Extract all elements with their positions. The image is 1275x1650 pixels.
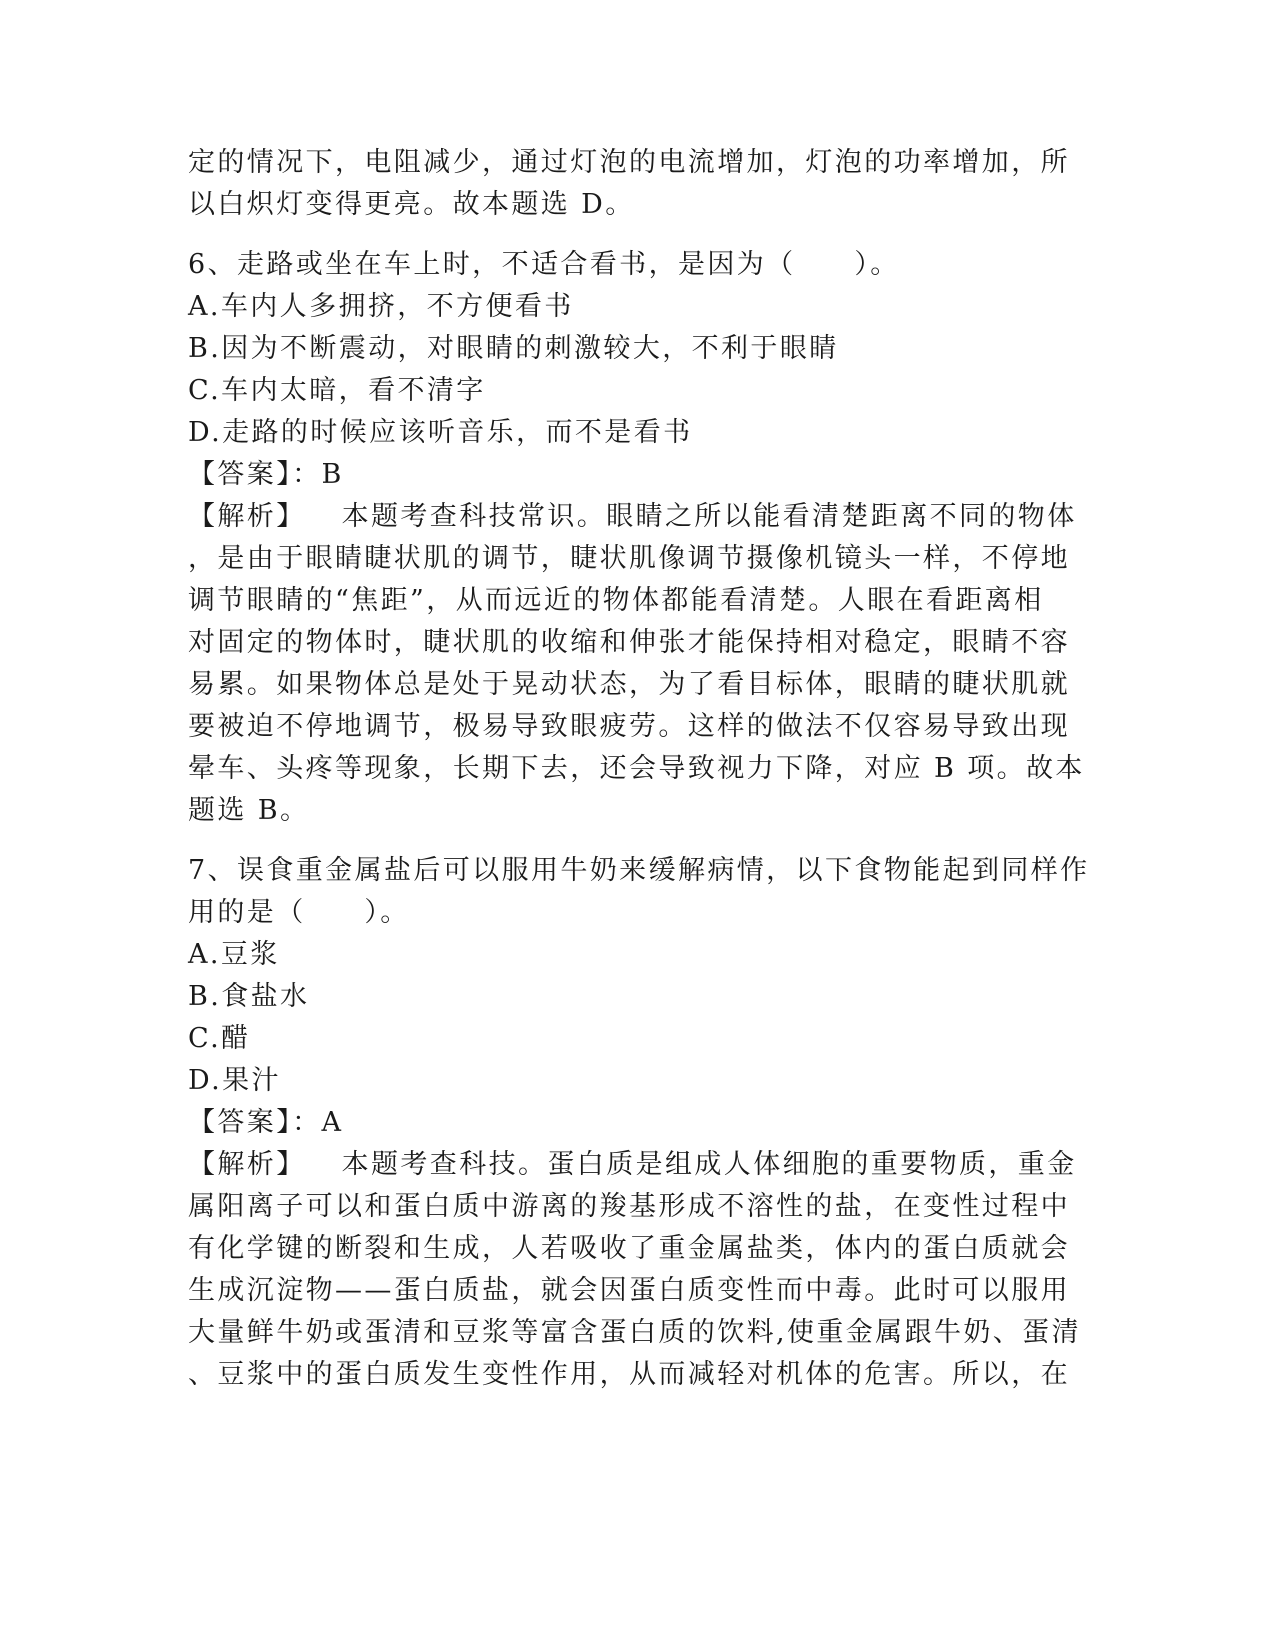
option-b: B.因为不断震动，对眼睛的刺激较大，不利于眼睛 — [188, 333, 839, 364]
previous-analysis-continuation — [188, 142, 1088, 226]
analysis-label: 【解析】 — [188, 1149, 306, 1180]
question-text: 6、走路或坐在车上时，不适合看书，是因为（ ）。 — [188, 249, 900, 280]
analysis-line: 易累。如果物体总是处于晃动状态，为了看目标体，眼睛的睫状肌就 — [188, 669, 1070, 700]
analysis-line: 调节眼睛的“焦距”，从而远近的物体都能看清楚。人眼在看距离相 — [188, 585, 1044, 616]
analysis-line: 要被迫不停地调节，极易导致眼疲劳。这样的做法不仅容易导致出现 — [188, 711, 1070, 742]
analysis-label: 【解析】 — [188, 501, 306, 532]
option-b: B.食盐水 — [188, 981, 310, 1012]
document-page — [188, 142, 1088, 1396]
question-6 — [188, 244, 1088, 832]
analysis-line: 题选 B。 — [188, 795, 310, 826]
text-line: 以白炽灯变得更亮。故本题选 D。 — [188, 189, 635, 220]
analysis-line: 大量鲜牛奶或蛋清和豆浆等富含蛋白质的饮料,使重金属跟牛奶、蛋清 — [188, 1317, 1081, 1348]
question-7 — [188, 850, 1088, 1396]
analysis-text: 本题考查科技常识。眼睛之所以能看清楚距离不同的物体 — [341, 501, 1077, 532]
option-c: C.醋 — [188, 1023, 251, 1054]
analysis-first-line — [188, 496, 1088, 538]
analysis-line: 对固定的物体时，睫状肌的收缩和伸张才能保持相对稳定，眼睛不容 — [188, 627, 1070, 658]
analysis-first-line — [188, 1144, 1088, 1186]
analysis-line: 、豆浆中的蛋白质发生变性作用，从而减轻对机体的危害。所以，在 — [188, 1359, 1070, 1390]
analysis-line: ，是由于眼睛睫状肌的调节，睫状肌像调节摄像机镜头一样，不停地 — [188, 543, 1070, 574]
option-d: D.果汁 — [188, 1065, 281, 1096]
analysis-text: 本题考查科技。蛋白质是组成人体细胞的重要物质，重金 — [341, 1149, 1077, 1180]
analysis-line: 属阳离子可以和蛋白质中游离的羧基形成不溶性的盐，在变性过程中 — [188, 1191, 1070, 1222]
question-text: 7、误食重金属盐后可以服用牛奶来缓解病情，以下食物能起到同样作 — [188, 855, 1090, 886]
text-line: 定的情况下，电阻减少，通过灯泡的电流增加，灯泡的功率增加，所 — [188, 147, 1070, 178]
analysis-line: 生成沉淀物——蛋白质盐，就会因蛋白质变性而中毒。此时可以服用 — [188, 1275, 1070, 1306]
answer-line: 【答案】：B — [188, 459, 344, 490]
analysis-line: 有化学键的断裂和生成，人若吸收了重金属盐类，体内的蛋白质就会 — [188, 1233, 1070, 1264]
option-a: A.车内人多拥挤，不方便看书 — [188, 291, 574, 322]
option-a: A.豆浆 — [188, 939, 280, 970]
analysis-line: 晕车、头疼等现象，长期下去，还会导致视力下降，对应 B 项。故本 — [188, 753, 1085, 784]
option-d: D.走路的时候应该听音乐，而不是看书 — [188, 417, 693, 448]
answer-line: 【答案】：A — [188, 1107, 344, 1138]
option-c: C.车内太暗，看不清字 — [188, 375, 486, 406]
question-text: 用的是（ ）。 — [188, 897, 410, 928]
